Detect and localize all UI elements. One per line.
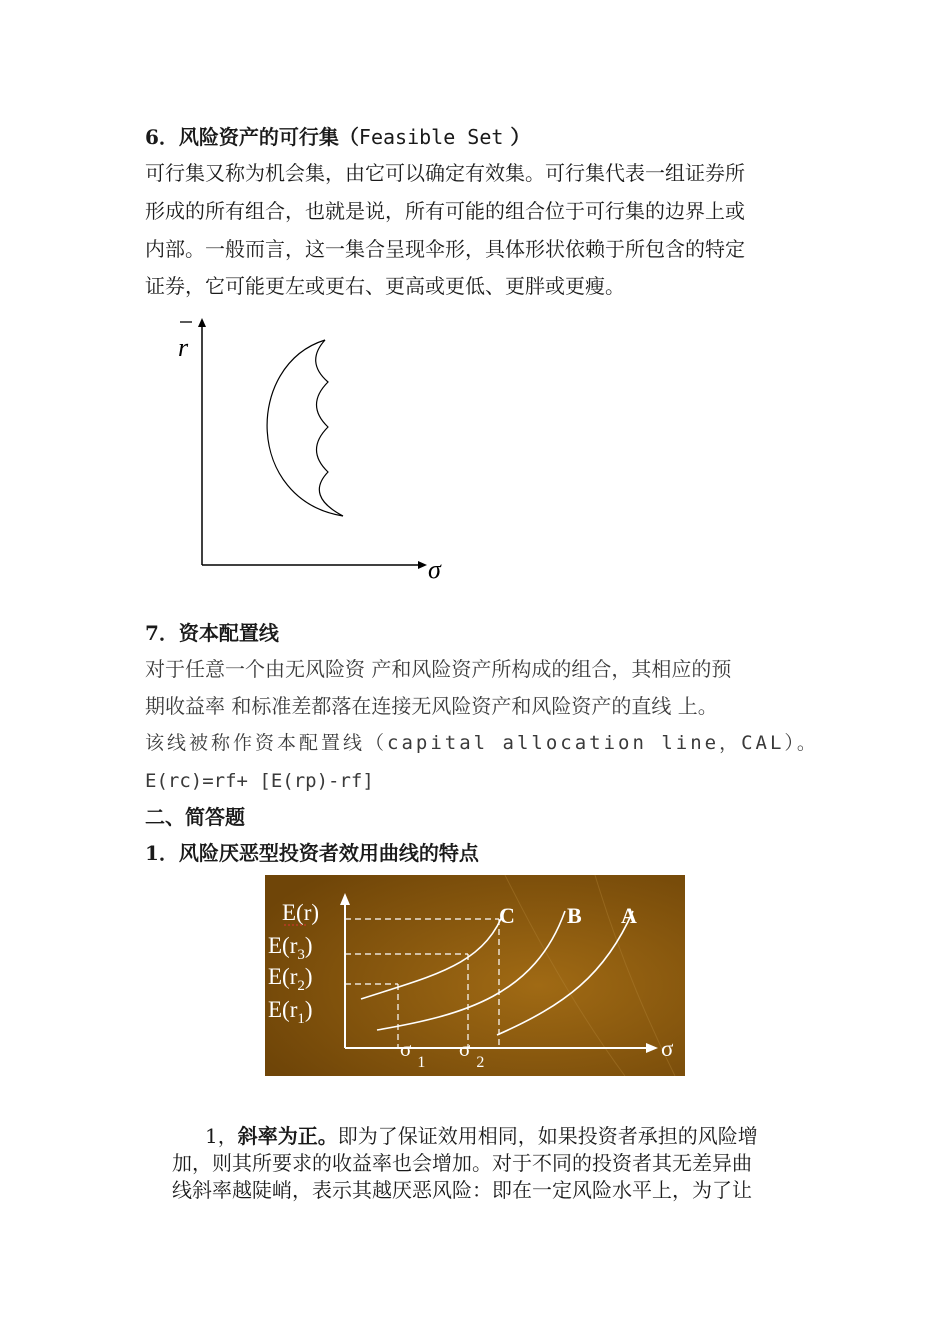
x-tick-sigma2: $\sigma_2$ — [459, 1037, 485, 1071]
answer-line-2: 加，则其所要求的收益率也会增加。对于不同的投资者其无差异曲 — [172, 1151, 752, 1175]
curve-label-b: B — [567, 903, 582, 928]
y-label-er2: $E(r_2)$ — [268, 964, 313, 994]
y-label-er1: $E(r_1)$ — [268, 997, 313, 1027]
y-axis-arrow — [198, 318, 206, 327]
curve-label-c: C — [499, 903, 515, 928]
section-7-formula: E(rc)=rf+ [E(rp)-rf] — [145, 770, 374, 792]
part-2-heading: 二、简答题 — [145, 805, 245, 829]
indifference-curves-figure — [265, 875, 685, 1076]
y-axis-label: r — [178, 333, 189, 362]
section-6-line-4: 证券，它可能更左或更右、更高或更低、更胖或更瘦。 — [145, 274, 625, 298]
feasible-set-figure — [165, 310, 465, 585]
feasible-set-right-boundary — [316, 340, 343, 516]
section-6-line-3: 内部。一般而言，这一集合呈现伞形，具体形状依赖于所包含的特定 — [145, 237, 745, 261]
feasible-set-left-boundary — [267, 340, 343, 516]
section-6-line-2: 形成的所有组合，也就是说，所有可能的组合位于可行集的边界上或 — [145, 199, 745, 223]
answer-line-3: 线斜率越陡峭，表示其越厌恶风险：即在一定风险水平上，为了让 — [172, 1178, 752, 1202]
section-7-line-3: 该线被称作资本配置线（capital allocation line，CAL）。 — [145, 732, 819, 754]
x-axis-label: σ — [428, 555, 441, 584]
x-axis-label: σ — [661, 1036, 674, 1061]
question-1-heading: 1．风险厌恶型投资者效用曲线的特点 — [145, 841, 479, 865]
x-tick-sigma1: $\sigma_1$ — [400, 1037, 426, 1071]
section-7-heading: 7．资本配置线 — [145, 621, 279, 645]
section-7-line-2: 期收益率 和标准差都落在连接无风险资产和风险资产的直线 上。 — [145, 694, 718, 718]
y-label-er3: $E(r_3)$ — [268, 933, 313, 963]
section-7-line-1: 对于任意一个由无风险资 产和风险资产所构成的组合，其相应的预 — [145, 657, 732, 681]
section-6-heading: 6．风险资产的可行集（Feasible Set ） — [145, 125, 531, 149]
x-axis-arrow — [418, 561, 427, 569]
answer-line-1: 1，斜率为正。即为了保证效用相同，如果投资者承担的风险增 — [205, 1124, 758, 1148]
y-label-er: E(r) — [282, 900, 320, 925]
section-6-line-1: 可行集又称为机会集，由它可以确定有效集。可行集代表一组证券所 — [145, 161, 745, 185]
curve-label-a: A — [621, 903, 637, 928]
